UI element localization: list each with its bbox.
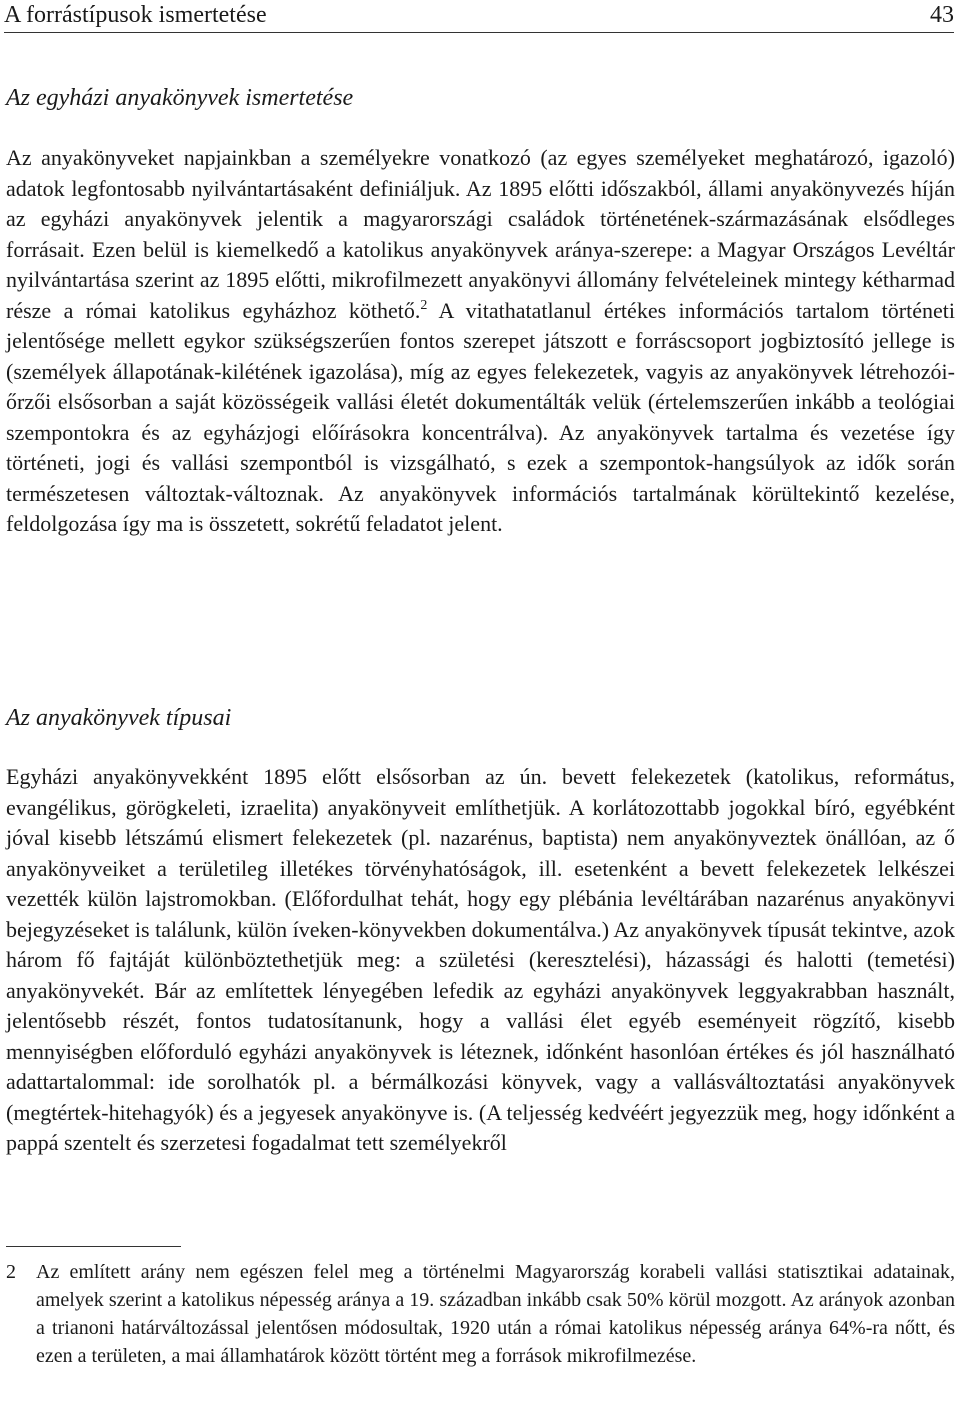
- body-paragraph-church-registers: [6, 143, 955, 540]
- footnote-marker: 2: [6, 1261, 16, 1283]
- footnote-reference[interactable]: 2: [420, 297, 428, 313]
- running-header: [4, 0, 954, 33]
- footnote-text: Az említett arány nem egészen felel meg a történelmi Magyarország korabeli vallási statisztikai adatainak, amelyek szerint a katolikus népesség aránya a 19. században inkább csak 50% körül mozgott. Az arányok azonban a trianoni határváltozással jelentősen módosultak, 1920 után a római katolikus népesség aránya 64%-ra nőtt, és ezen a területen, a mai államhatárok között történt meg a források mikrofilmezése.: [36, 1261, 955, 1367]
- paragraph-text-part2: A vitathatatlanul értékes információs tartalom történeti jelentősége mellett egykor szükségszerűen fontos szerepet játszott e forráscsoport jogbiztosító jellege is (személyek állapotának-kilétének igazolása), míg az egyes felekezetek, vagyis az anyakönyvek létrehozói-őrzői elsősorban a saját közösségeik vallási életét dokumentálták velük (értelemszerűen inkább a teológiai szempontokra és az egyházjogi előírásokra koncentrálva). Az anyakönyvek tartalma és vezetése így történeti, jogi és vallási szempontból is vizsgálható, s ezek a szempontok-hangsúlyok az idők során természetesen változtak-változnak. Az anyakönyvek információs tartalmának körültekintő kezelése, feldolgozása így ma is összetett, sokrétű feladatot jelent.: [6, 297, 955, 536]
- paragraph-text-part1: Az anyakönyveket napjainkban a személyekre vonatkozó (az egyes személyeket meghatározó, igazoló) adatok legfontosabb nyilvántartásaként definiáljuk. Az 1895 előtti időszakból, állami anyakönyvezés híján az egyházi anyakönyvek jelentik a magyarországi családok történetének-származásának elsődleges forrásait. Ezen belül is kiemelkedő a katolikus anyakönyvek aránya-szerepe: a Magyar Országos Levéltár nyilvántartása szerint az 1895 előtti, mikrofilmezett anyakönyvi állomány felvételeinek mintegy kétharmad része a római katolikus egyházhoz köthető.: [6, 145, 955, 323]
- section-heading-register-types: Az anyakönyvek típusai: [6, 705, 232, 731]
- running-title: A forrástípusok ismertetése: [4, 2, 267, 28]
- section-heading-church-registers: Az egyházi anyakönyvek ismertetése: [6, 85, 354, 111]
- page-number: 43: [930, 2, 954, 28]
- body-paragraph-register-types: Egyházi anyakönyvekként 1895 előtt elsősorban az ún. bevett felekezetek (katolikus, református, evangélikus, görögkeleti, izraelita) anyakönyveit említhetjük. A korlátozottabb jogokkal bíró, egyébként jóval kisebb létszámú elismert felekezetek (pl. nazarénus, baptista) nem anyakönyveztek önállóan, az ő anyakönyveiket a területileg illetékes törvényhatóságok, ill. esetenként a bevett felekezetek lelkészei vezették külön lajstromokban. (Előfordulhat tehát, hogy egy plébánia levéltárában nazarénus anyakönyvi bejegyzéseket is találunk, külön íveken-könyvekben dokumentálva.) Az anyakönyvek típusát tekintve, azok három fő fajtáját különböztethetjük meg: a születési (keresztelési), házassági és halotti (temetési) anyakönyvekét. Bár az említettek lényegében lefedik az egyházi anyakönyvek leggyakrabban használt, jelentősebb részét, fontos tudatosítanunk, hogy a vallási élet egyéb eseményeit rögzítő, kisebb mennyiségben előforduló egyházi anyakönyvek is léteznek, időnként hasonlóan értékes és jól használható adattartalommal: ide sorolhatók pl. a bérmálkozási könyvek, vagy a vallásváltoztatási anyakönyvek (megtértek-hitehagyók) és a jegyesek anyakönyve is. (A teljesség kedvéért jegyezzük meg, hogy időnként a pappá szentelt és szerzetesi fogadalmat tett személyekről: [6, 764, 955, 1155]
- footnote-separator: [6, 1246, 181, 1247]
- footnote: [6, 1258, 955, 1370]
